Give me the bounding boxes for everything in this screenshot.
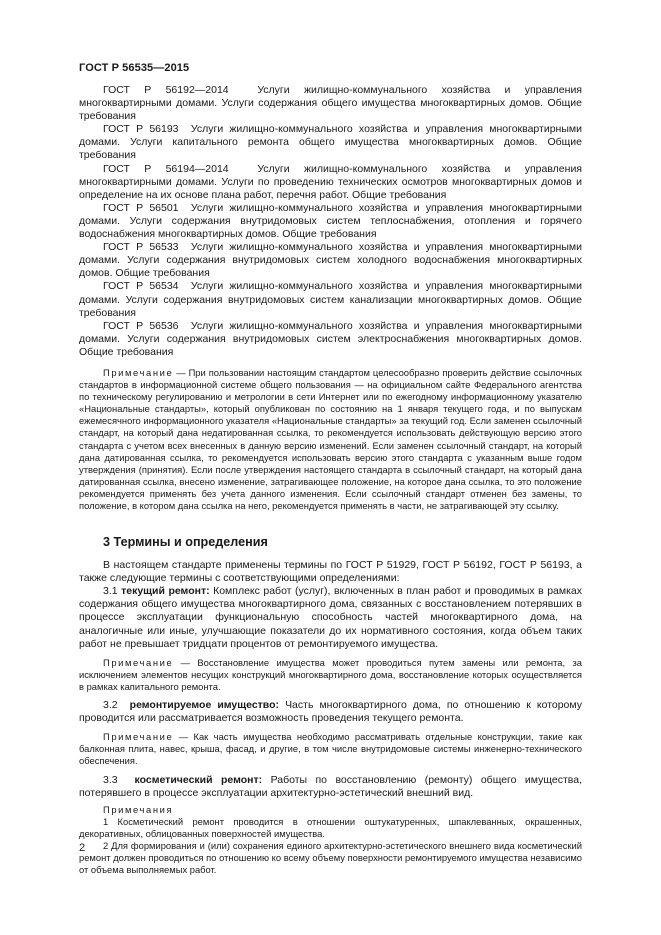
reference-item: ГОСТ Р 56534 Услуги жилищно-коммунального хозяйства и управления многоквартирными домами. Услуги содержания внутридомовых систем канализации многоквартирных домов. Общие требования bbox=[79, 280, 582, 319]
reference-item: ГОСТ Р 56193 Услуги жилищно-коммунального хозяйства и управления многоквартирными домами. Услуги капитального ремонта общего имущества многоквартирных домов. Общие требования bbox=[79, 123, 582, 162]
term-definition: 3.3 косметический ремонт: Работы по восстановлению (ремонту) общего имущества, потерявшего в процессе эксплуатации архитектурно-эстетический внешний вид. bbox=[79, 773, 583, 799]
term-name: текущий ремонт: bbox=[121, 585, 210, 598]
section-title: 3 Термины и определения bbox=[103, 535, 268, 550]
page-number: 2 bbox=[79, 842, 86, 854]
term-note: Примечание — Восстановление имущества может проводиться путем замены или ремонта, за исключением элементов несущих конструкций многоквартирного дома, восстановление которых осуществляется в рамках капитального ремонта. bbox=[79, 656, 582, 692]
section-intro: В настоящем стандарте применены термины по ГОСТ Р 51929, ГОСТ Р 56192, ГОСТ Р 56193, а также следующие термины с соответствующими определениями: bbox=[79, 559, 582, 585]
term-note: 2 Для формирования и (или) сохранения единого архитектурно-эстетического внешнего вида косметический ремонт должен проводиться по отношению ко всему объему поверхности ремонтируемого имущества независимо от объема выполняемых работ. bbox=[79, 839, 582, 876]
term-definition: 3.2 ремонтируемое имущество: Часть многоквартирного дома, по отношению к которому проводится или рассматривается возможность проведения текущего ремонта. bbox=[79, 699, 582, 725]
reference-item: ГОСТ Р 56501 Услуги жилищно-коммунального хозяйства и управления многоквартирными домами. Услуги содержания внутридомовых систем теплоснабжения, отопления и горячего водоснабжения многоквартирных домов. Общие требования bbox=[79, 201, 582, 241]
document-header: ГОСТ Р 56535—2015 bbox=[79, 62, 190, 74]
reference-item: ГОСТ Р 56194—2014 Услуги жилищно-коммунального хозяйства и управления многоквартирными домами. Услуги по проведению технических осмотров многоквартирных домов и определение на их основе плана работ, перечня работ. Общие требования bbox=[79, 162, 582, 201]
term-note: Примечание — Как часть имущества необходимо рассматривать отдельные конструкции, такие как балконная плита, навес, крыша, фасад, и другие, в том числе внутридомовые системы инженерно-технического обеспечения. bbox=[79, 731, 582, 767]
reference-item: ГОСТ Р 56533 Услуги жилищно-коммунального хозяйства и управления многоквартирными домами. Услуги содержания внутридомовых систем холодного водоснабжения многоквартирных домов. Общие требования bbox=[79, 241, 582, 280]
note-label: Примечание bbox=[103, 366, 174, 378]
term-name: косметический ремонт: bbox=[134, 773, 263, 786]
reference-note: Примечание — При пользовании настоящим стандартом целесообразно проверить действие ссылочных стандартов в информационной системе общего пользования — на официальном сайте Федерального агентства по техническому регулированию и метрологии в сети Интернет или по ежегодному информационному указателю «Национальные стандарты», который опубликован по состоянию на 1 января текущего года, и по выпускам ежемесячного информационного указателя «Национальные стандарты» за текущий год. Если заменен ссылочный стандарт, на который дана недатированная ссылка, то рекомендуется использовать действующую версию этого стандарта с учетом всех внесенных в данную версию изменений. Если заменен ссылочный стандарт, на который дана датированная ссылка, то рекомендуется использовать версию этого стандарта с указанным выше годом утверждения (принятия). Если после утверждения настоящего стандарта в ссылочный стандарт, на который дана датированная ссылка, внесено изменение, затрагивающее положение, на которое дана ссылка, то это положение рекомендуется применять без учета данного изменения. Если ссылочный стандарт отменен без замены, то положение, в котором дана ссылка на него, рекомендуется применять в части, не затрагивающей эту ссылку. bbox=[79, 366, 582, 511]
reference-item: ГОСТ Р 56536 Услуги жилищно-коммунального хозяйства и управления многоквартирными домами. Услуги содержания внутридомовых систем электроснабжения многоквартирных домов. Общие требования bbox=[79, 319, 582, 358]
term-note: 1 Косметический ремонт проводится в отношении оштукатуренных, шпаклеванных, окрашенных, декоративных, облицованных поверхностей имущества. bbox=[79, 815, 582, 839]
normative-references-list bbox=[79, 84, 582, 359]
notes-label: Примечания bbox=[103, 803, 174, 815]
page-body bbox=[79, 84, 582, 876]
term-name: ремонтируемое имущество: bbox=[129, 699, 280, 712]
reference-item: ГОСТ Р 56192—2014 Услуги жилищно-коммунального хозяйства и управления многоквартирными домами. Услуги содержания общего имущества многоквартирных домов. Общие требования bbox=[79, 84, 582, 123]
term-definition: 3.1 текущий ремонт: Комплекс работ (услуг), включенных в план работ и проводимых в рамках содержания общего имущества многоквартирного дома, связанных с восстановлением потерявших в процессе эксплуатации функциональную способность частей многоквартирного дома, на аналогичные или иные, улучшающие показатели до их нормативного состояния, когда объем таких работ не превышает тридцати процентов от ремонтируемого имущества. bbox=[79, 585, 582, 650]
